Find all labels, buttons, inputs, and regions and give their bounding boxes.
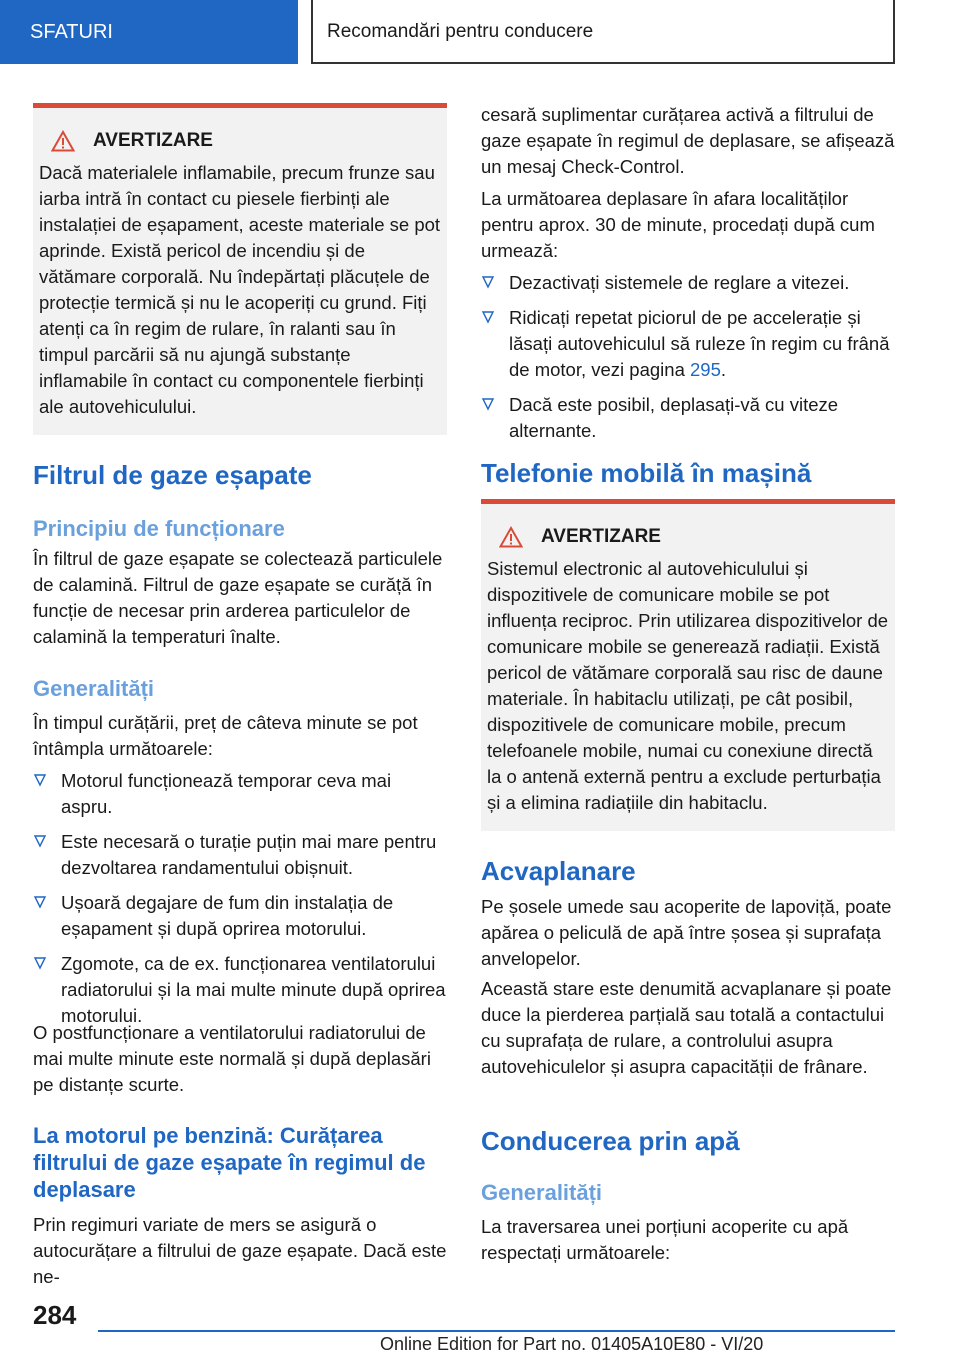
principle-text: În filtrul de gaze eșapate se colectează particulele de calamină. Filtrul de gaze eșapate se curăță în funcție de necesar prin arderea particulelor de calamină la temperaturi înalte. xyxy=(33,548,443,647)
list-item: Dacă este posibil, deplasați-vă cu viteze alternante. xyxy=(481,392,895,444)
petrol-text: Prin regimuri variate de mers se asigură o autocurățare a filtrului de gaze eșapate. Dacă este ne- xyxy=(33,1214,447,1287)
edition-footer: Online Edition for Part no. 01405A10E80 - VI/20 xyxy=(380,1334,764,1354)
cleaning-effects-list xyxy=(33,768,447,1038)
heading-general: Generalități xyxy=(481,1180,603,1205)
warning-text: Sistemul electronic al autovehiculului și dispozitivele de comunicare mobile se pot influența reciproc. Prin utilizarea dispozitivelor de comunicare mobile se generează radiații. Există pericol de vătămare corporală sau risc de daune materiale. În habitaclu utilizați, pe cât posibil, dispozitivele de comunicare mobile, precum telefoanele mobile, numai cu conexiune directă la o antenă externă pentru a exclude perturbația și a elimina radiațiile din habitaclu. xyxy=(487,558,889,813)
list-item: Este necesară o turație puțin mai mare pentru dezvoltarea randamentului obișnuit. xyxy=(33,829,447,881)
section-title: SFATURI xyxy=(30,21,113,43)
heading-aquaplaning: Acvaplanare xyxy=(481,856,636,886)
chapter-header xyxy=(311,0,895,64)
warning-box xyxy=(33,103,447,435)
after-run-text: O postfuncționare a ventilatorului radiatorului de mai multe minute este normală și după deplasări pe distanțe scurte. xyxy=(33,1022,431,1095)
page-number: 284 xyxy=(33,1300,77,1330)
triangle-bullet-icon xyxy=(33,955,47,971)
aquaplaning-text-1: Pe șosele umede sau acoperite de lapoviță, poate apărea o peliculă de apă între șosea și suprafața anvelopelor. xyxy=(481,896,892,969)
water-text: La traversarea unei porțiuni acoperite cu apă respectați următoarele: xyxy=(481,1216,849,1263)
warning-title: AVERTIZARE xyxy=(93,130,213,151)
heading-mobile-phone: Telefonie mobilă în mașină xyxy=(481,458,812,488)
warning-triangle-icon xyxy=(51,130,75,152)
continued-text: cesară suplimentar curățarea activă a filtrului de gaze eșapate în regimul de deplasare, se afișează un mesaj Check-Control. xyxy=(481,104,895,177)
heading-water-driving: Conducerea prin apă xyxy=(481,1126,740,1156)
chapter-title: Recomandări pentru conducere xyxy=(327,21,594,42)
list-item: Ridicați repetat piciorul de pe accelerație și lăsați autovehiculul să ruleze în regim cu frână de motor, vezi pagina 295. xyxy=(481,305,895,383)
triangle-bullet-icon xyxy=(33,894,47,910)
list-item: Dezactivați sistemele de reglare a vitezei. xyxy=(481,270,895,296)
warning-box xyxy=(481,499,895,831)
triangle-bullet-icon xyxy=(33,772,47,788)
heading-principle: Principiu de funcționare xyxy=(33,516,285,541)
heading-exhaust-filter: Filtrul de gaze eșapate xyxy=(33,460,312,490)
warning-title: AVERTIZARE xyxy=(541,526,661,547)
list-item: Motorul funcționează temporar ceva mai aspru. xyxy=(33,768,447,820)
triangle-bullet-icon xyxy=(481,396,495,412)
triangle-bullet-icon xyxy=(481,309,495,325)
list-item: Zgomote, ca de ex. funcționarea ventilatorului radiatorului și la mai multe minute după oprirea motorului. xyxy=(33,951,447,1029)
section-tab xyxy=(0,0,298,64)
warning-triangle-icon xyxy=(499,526,523,548)
page-link[interactable]: 295 xyxy=(690,359,721,380)
general-text: În timpul curățării, preț de câteva minute se pot întâmpla următoarele: xyxy=(33,712,418,759)
triangle-bullet-icon xyxy=(481,274,495,290)
heading-petrol-cleaning: La motorul pe benzină: Curățarea filtrului de gaze eșapate în regimul de deplasare xyxy=(33,1123,426,1202)
instructions-intro: La următoarea deplasare în afara localităților pentru aprox. 30 de minute, procedați după cum urmează: xyxy=(481,188,875,261)
warning-text: Dacă materialele inflamabile, precum frunze sau iarba intră în contact cu piesele fierbinți ale instalației de eșapament, aceste materiale se pot aprinde. Există pericol de incendiu și de vătămare corporală. Nu îndepărtați plăcuțele de protecție termică și nu le acoperiți cu grund. Fiți atenți ca în regim de rulare, în ralanti sau în timpul parcării să nu ajungă substanțe inflamabile în contact cu componentele fierbinți ale autovehiculului. xyxy=(39,162,441,417)
list-item: Ușoară degajare de fum din instalația de eșapament și după oprirea motorului. xyxy=(33,890,447,942)
heading-general: Generalități xyxy=(33,676,155,701)
aquaplaning-text-2: Această stare este denumită acvaplanare și poate duce la pierderea parțială sau totală a contactului cu suprafața de rulare, a controlului asupra autovehiculelor și asupra capacității de frânare. xyxy=(481,978,892,1077)
footer-divider xyxy=(98,1330,895,1332)
instructions-list xyxy=(481,270,895,453)
triangle-bullet-icon xyxy=(33,833,47,849)
